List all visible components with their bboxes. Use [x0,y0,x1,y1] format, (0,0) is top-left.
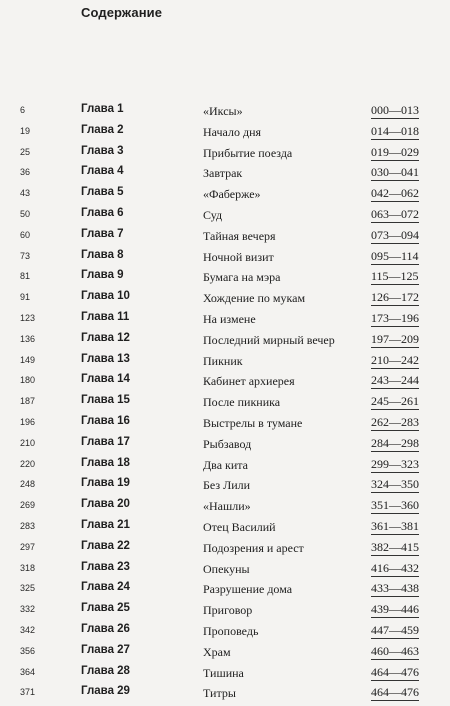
toc-range: 361—381 [371,518,419,533]
toc-chapter-label: Глава 26 [81,622,130,635]
toc-page-number: 73 [20,250,31,261]
toc-range: 063—072 [371,206,419,221]
toc-chapter-title: Выстрелы в тумане [203,415,303,430]
toc-row [0,581,450,602]
toc-row [0,165,450,186]
toc-row [0,124,450,145]
toc-chapter-title: Суд [203,207,223,222]
toc-chapter-title: Подозрения и арест [203,540,304,555]
toc-chapter-label: Глава 7 [81,227,124,240]
toc-chapter-title: Отец Василий [203,519,276,534]
toc-range: 382—415 [371,539,419,554]
toc-row [0,103,450,124]
toc-page-number: 180 [20,375,36,386]
toc-page-number: 19 [20,125,31,136]
toc-range: 464—476 [371,664,419,679]
toc-chapter-label: Глава 20 [81,498,130,511]
toc-page-number: 356 [20,645,36,656]
toc-chapter-title: Начало дня [203,124,262,139]
toc-range: 014—018 [371,123,419,138]
toc-range: 115—125 [371,269,419,284]
toc-chapter-label: Глава 21 [81,518,130,531]
toc-range: 210—242 [371,352,419,367]
toc-row [0,457,450,478]
toc-chapter-label: Глава 2 [81,123,124,136]
toc-page-number: 50 [20,208,31,219]
toc-row [0,519,450,540]
toc-chapter-label: Глава 13 [81,352,130,365]
toc-chapter-title: Два кита [203,457,248,472]
toc-chapter-label: Глава 1 [81,103,124,115]
toc-row [0,394,450,415]
toc-row [0,561,450,582]
toc-chapter-title: Тайная вечеря [203,228,276,243]
toc-chapter-title: «Иксы» [203,104,243,118]
toc-chapter-title: Храм [203,644,231,659]
toc-row [0,665,450,686]
toc-chapter-label: Глава 4 [81,165,124,178]
toc-range: 299—323 [371,456,419,471]
toc-row [0,602,450,623]
toc-chapter-title: Бумага на мэра [203,270,281,285]
toc-page-number: 283 [20,520,36,531]
toc-chapter-title: Хождение по мукам [203,291,306,306]
toc-page-number: 342 [20,624,36,635]
toc-row [0,145,450,166]
toc-page-number: 210 [20,437,36,448]
toc-page-number: 6 [20,105,26,115]
toc-chapter-title: Опекуны [203,561,250,576]
toc-chapter-label: Глава 25 [81,602,130,615]
toc-range: 460—463 [371,643,419,658]
toc-range: 095—114 [371,248,419,263]
toc-row [0,311,450,332]
toc-chapter-title: Титры [203,686,236,701]
toc-chapter-title: Рыбзавод [203,436,252,451]
toc-chapter-label: Глава 15 [81,394,130,407]
toc-page-number: 43 [20,188,31,199]
toc-row [0,644,450,665]
toc-chapter-label: Глава 3 [81,144,124,157]
toc-row [0,436,450,457]
toc-chapter-title: Без Лили [203,478,251,493]
toc-row [0,207,450,228]
toc-chapter-label: Глава 18 [81,456,130,469]
toc-page-number: 297 [20,541,36,552]
toc-range: 464—476 [371,685,419,700]
toc-range: 042—062 [371,186,419,201]
toc-page-number: 325 [20,583,36,594]
toc-chapter-title: Тишина [203,665,244,680]
toc-chapter-label: Глава 16 [81,414,130,427]
toc-page-number: 149 [20,354,36,365]
toc-row [0,685,450,706]
toc-range: 433—438 [371,581,419,596]
toc-chapter-title: «Нашли» [203,499,251,514]
toc-chapter-label: Глава 22 [81,539,130,552]
toc-page-number: 220 [20,458,36,469]
toc-chapter-title: «Фаберже» [203,187,261,202]
toc-chapter-label: Глава 8 [81,248,124,261]
toc-row [0,477,450,498]
toc-chapter-title: После пикника [203,395,281,410]
toc-page-number: 91 [20,292,31,303]
toc-row [0,186,450,207]
toc-row [0,353,450,374]
toc-row [0,373,450,394]
toc-range: 126—172 [371,290,419,305]
toc-range: 000—013 [371,103,419,117]
toc-chapter-label: Глава 19 [81,477,130,490]
toc-chapter-label: Глава 11 [81,310,130,323]
toc-row [0,269,450,290]
toc-range: 173—196 [371,310,419,325]
toc-range: 243—244 [371,373,419,388]
toc-range: 284—298 [371,435,419,450]
toc-row [0,228,450,249]
toc-row [0,290,450,311]
toc-chapter-label: Глава 5 [81,186,124,199]
table-of-contents [0,103,450,706]
toc-range: 245—261 [371,394,419,409]
toc-chapter-label: Глава 9 [81,269,124,282]
toc-range: 030—041 [371,165,419,180]
toc-chapter-title: Прибытие поезда [203,145,293,160]
toc-range: 416—432 [371,560,419,575]
toc-chapter-label: Глава 24 [81,581,130,594]
toc-row [0,249,450,270]
toc-page-number: 25 [20,146,31,157]
toc-chapter-title: Проповедь [203,623,259,638]
toc-chapter-label: Глава 10 [81,290,130,303]
toc-chapter-title: Завтрак [203,166,243,181]
toc-chapter-label: Глава 12 [81,331,130,344]
toc-chapter-label: Глава 28 [81,664,130,677]
toc-row [0,623,450,644]
toc-page-number: 123 [20,312,36,323]
toc-page-number: 81 [20,271,31,282]
toc-chapter-label: Глава 17 [81,435,130,448]
toc-page-number: 187 [20,396,36,407]
toc-row [0,540,450,561]
toc-chapter-title: На изменe [203,311,256,326]
toc-chapter-title: Ночной визит [203,249,274,264]
toc-chapter-title: Последний мирный вечер [203,332,335,347]
toc-range: 262—283 [371,414,419,429]
toc-page-number: 364 [20,666,36,677]
toc-page-number: 36 [20,167,31,178]
toc-chapter-title: Кабинет архиерея [203,374,295,389]
toc-page-number: 371 [20,687,36,698]
toc-chapter-title: Пикник [203,353,243,368]
toc-page-number: 318 [20,562,36,573]
toc-row [0,415,450,436]
toc-chapter-label: Глава 29 [81,685,130,698]
toc-range: 447—459 [371,622,419,637]
toc-page-number: 136 [20,333,36,344]
toc-chapter-title: Разрушение дома [203,582,293,597]
toc-page-number: 196 [20,416,36,427]
page-title: Содержание [81,5,163,20]
toc-chapter-label: Глава 27 [81,643,130,656]
toc-range: 019—029 [371,144,419,159]
toc-page-number: 332 [20,604,36,615]
toc-range: 439—446 [371,602,419,617]
toc-page-number: 269 [20,500,36,511]
toc-row [0,332,450,353]
toc-page-number: 60 [20,229,31,240]
toc-page-number: 248 [20,479,36,490]
toc-row [0,498,450,519]
toc-range: 073—094 [371,227,419,242]
toc-range: 351—360 [371,498,419,513]
toc-range: 324—350 [371,477,419,492]
toc-range: 197—209 [371,331,419,346]
toc-chapter-label: Глава 14 [81,373,130,386]
toc-chapter-label: Глава 6 [81,206,124,219]
toc-chapter-title: Приговор [203,603,253,618]
toc-chapter-label: Глава 23 [81,560,130,573]
